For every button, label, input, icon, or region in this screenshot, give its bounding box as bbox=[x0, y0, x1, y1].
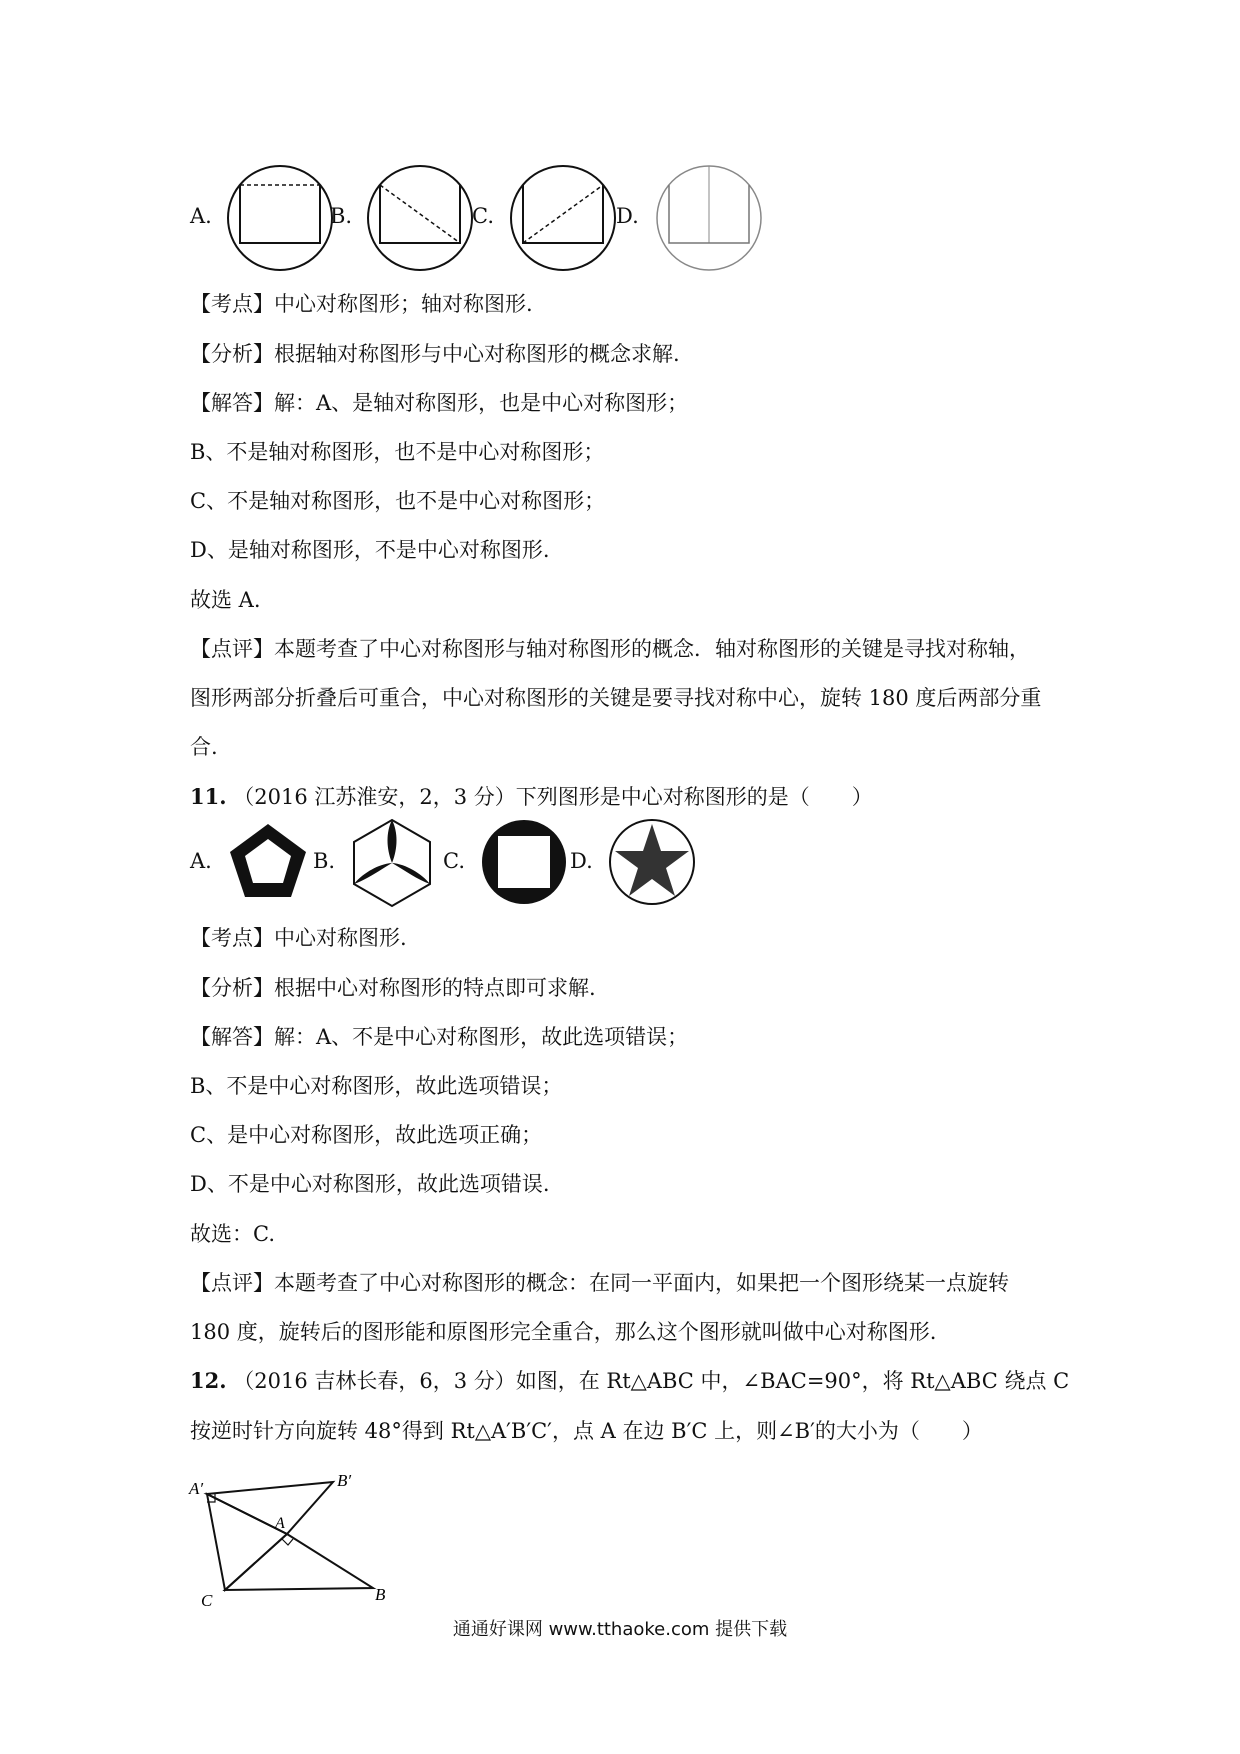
q11-option-c-label: C. bbox=[443, 849, 465, 873]
q12-label-a-prime: A′ bbox=[189, 1479, 204, 1498]
q11-dianping-line: 180 度，旋转后的图形能和原图形完全重合，那么这个图形就叫做中心对称图形. bbox=[190, 1320, 937, 1344]
q11-option-d-label: D. bbox=[570, 849, 593, 873]
q11-option-a-label: A. bbox=[190, 849, 212, 873]
q11-fenxi: 【分析】根据中心对称图形的特点即可求解. bbox=[190, 976, 596, 1000]
q11-jieda-line: B、不是中心对称图形，故此选项错误； bbox=[190, 1074, 563, 1098]
q11-option-d-figure bbox=[608, 818, 696, 906]
q12-label-c: C bbox=[201, 1591, 213, 1610]
q12-stem-line-2: 按逆时针方向旋转 48°得到 Rt△A′B′C′，点 A 在边 B′C 上，则∠B′的大小为（ ） bbox=[190, 1419, 983, 1443]
q10-option-b-label: B. bbox=[330, 204, 353, 228]
q12-number: 12. bbox=[190, 1368, 227, 1393]
q11-stem-text: （2016 江苏淮安，2，3 分）下列图形是中心对称图形的是（ ） bbox=[233, 785, 873, 809]
q11-option-a-figure bbox=[228, 822, 308, 902]
q11-dianping-line: 【点评】本题考查了中心对称图形的概念：在同一平面内，如果把一个图形绕某一点旋转 bbox=[190, 1271, 1009, 1295]
q10-dianping-line: 合. bbox=[190, 735, 218, 759]
q11-jieda-line: 【解答】解：A、不是中心对称图形，故此选项错误； bbox=[190, 1025, 689, 1049]
q10-option-a-label: A. bbox=[190, 204, 212, 228]
q12-stem-line-1 bbox=[190, 1367, 1069, 1395]
q12-triangle-figure bbox=[185, 1472, 415, 1610]
q11-jieda-line: D、不是中心对称图形，故此选项错误. bbox=[190, 1172, 550, 1196]
q11-option-b-figure bbox=[350, 818, 434, 908]
q12-label-b-prime: B′ bbox=[337, 1471, 352, 1490]
q10-jieda-line: 【解答】解：A、是轴对称图形，也是中心对称图形； bbox=[190, 391, 689, 415]
q11-kaodian: 【考点】中心对称图形. bbox=[190, 926, 407, 950]
q12-label-a: A bbox=[275, 1515, 285, 1532]
page-footer: 通通好课网 www.tthaoke.com 提供下载 bbox=[452, 1619, 788, 1640]
q10-dianping-line: 【点评】本题考查了中心对称图形与轴对称图形的概念．轴对称图形的关键是寻找对称轴， bbox=[190, 637, 1030, 661]
q12-stem-text: （2016 吉林长春，6，3 分）如图，在 Rt△ABC 中，∠BAC=90°，将 Rt△ABC 绕点 C bbox=[233, 1369, 1070, 1393]
q10-option-a-figure bbox=[225, 163, 335, 273]
q10-option-c-label: C. bbox=[472, 204, 494, 228]
q10-answer: 故选 A. bbox=[190, 588, 261, 612]
q10-option-d-label: D. bbox=[616, 204, 639, 228]
q10-jieda-line: D、是轴对称图形，不是中心对称图形. bbox=[190, 538, 550, 562]
q10-jieda-line: C、不是轴对称图形，也不是中心对称图形； bbox=[190, 489, 606, 513]
q10-fenxi: 【分析】根据轴对称图形与中心对称图形的概念求解. bbox=[190, 342, 680, 366]
q11-stem bbox=[190, 783, 873, 811]
q10-jieda-line: B、不是轴对称图形，也不是中心对称图形； bbox=[190, 440, 605, 464]
q10-option-c-figure bbox=[508, 163, 618, 273]
q11-jieda-line: C、是中心对称图形，故此选项正确； bbox=[190, 1123, 543, 1147]
q12-label-b: B bbox=[375, 1585, 386, 1604]
q11-answer: 故选：C. bbox=[190, 1222, 275, 1246]
q10-option-d-figure bbox=[654, 163, 764, 273]
q11-number: 11. bbox=[190, 784, 227, 809]
q11-option-c-figure bbox=[480, 818, 568, 906]
q10-kaodian: 【考点】中心对称图形；轴对称图形. bbox=[190, 292, 533, 316]
q11-option-b-label: B. bbox=[313, 849, 336, 873]
q10-option-b-figure bbox=[365, 163, 475, 273]
q10-dianping-line: 图形两部分折叠后可重合，中心对称图形的关键是要寻找对称中心，旋转 180 度后两部分重 bbox=[190, 686, 1042, 710]
